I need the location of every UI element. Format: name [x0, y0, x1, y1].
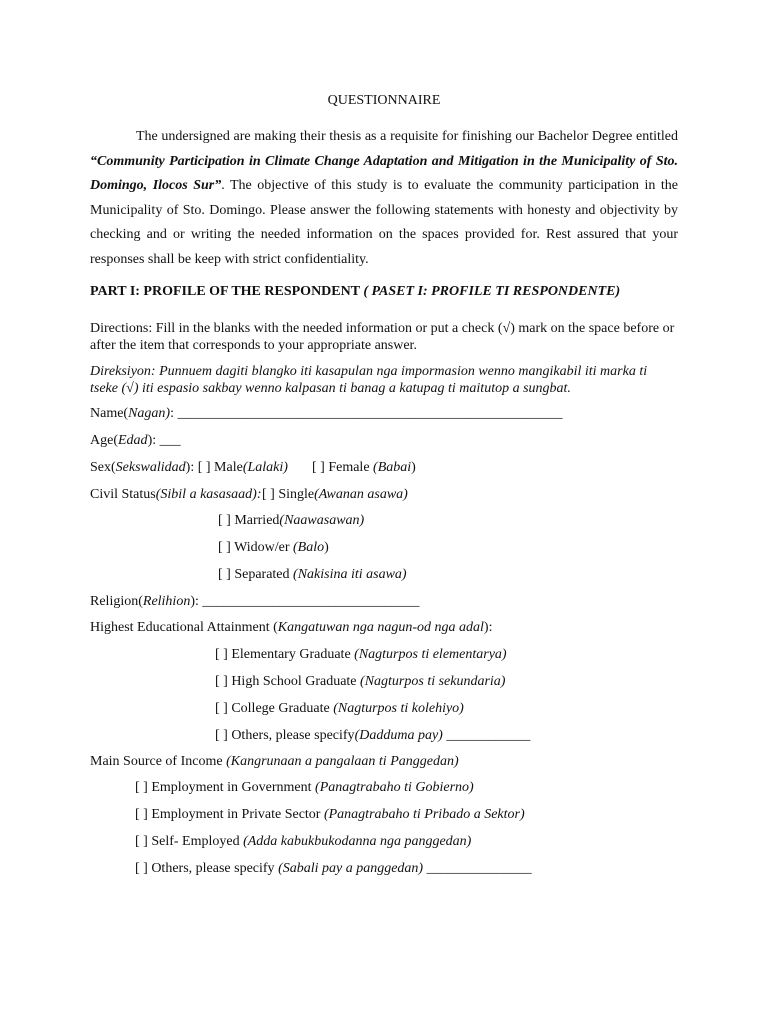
sex-option-male[interactable]	[198, 460, 288, 475]
sex-row	[90, 460, 288, 476]
age-label-il: Edad	[118, 433, 148, 448]
education-row	[90, 620, 492, 636]
income-option-private[interactable]	[135, 807, 525, 823]
education-label: Highest Educational Attainment (	[90, 620, 278, 635]
sex-option-female[interactable]	[312, 460, 416, 476]
religion-close: ):	[190, 594, 203, 609]
education-option-elementary[interactable]	[215, 647, 507, 663]
income-label-il: (Kangrunaan a pangalaan ti Panggedan)	[226, 754, 459, 769]
option-label-il: (Nagturpos ti kolehiyo)	[333, 701, 464, 716]
part-heading	[90, 284, 620, 300]
civil-option-separated[interactable]	[218, 567, 407, 583]
option-label: [ ] High School Graduate	[215, 674, 361, 689]
option-label-il: (Nakisina iti asawa)	[293, 567, 407, 582]
name-field[interactable]: _______________________________________________________	[177, 406, 563, 421]
female-checkbox-label: [ ] Female	[312, 460, 374, 475]
option-label-il: (Awanan asawa)	[314, 487, 408, 502]
option-label: [ ] Others, please specify	[215, 728, 355, 743]
education-option-highschool[interactable]	[215, 674, 505, 690]
option-close: )	[324, 540, 329, 555]
option-label-il: (Nagturpos ti elementarya)	[354, 647, 507, 662]
income-others-field[interactable]: _______________	[423, 861, 532, 876]
age-label: Age(	[90, 433, 118, 448]
option-label: [ ] Elementary Graduate	[215, 647, 355, 662]
civil-status-label-il: (Sibil a kasasaad):	[155, 487, 262, 502]
option-label: [ ] College Graduate	[215, 701, 334, 716]
part-heading-en: PART I: PROFILE OF THE RESPONDENT	[90, 284, 364, 299]
sex-label: Sex(	[90, 460, 116, 475]
page-title: QUESTIONNAIRE	[327, 93, 441, 108]
option-label-il: (Adda kabukbukodanna nga panggedan)	[243, 834, 472, 849]
education-close: ):	[483, 620, 493, 635]
option-label: [ ] Married	[218, 513, 280, 528]
income-label: Main Source of Income	[90, 754, 227, 769]
civil-status-label: Civil Status	[90, 487, 156, 502]
option-label: [ ] Employment in Government	[135, 780, 316, 795]
option-label-il: (Dadduma pay)	[354, 728, 443, 743]
male-label-il: (Lalaki)	[242, 460, 288, 475]
education-option-college[interactable]	[215, 701, 464, 717]
sex-close: ):	[185, 460, 198, 475]
age-field[interactable]: ___	[159, 433, 181, 448]
income-option-government[interactable]	[135, 780, 474, 796]
religion-field[interactable]: _______________________________	[202, 594, 420, 609]
name-label-il: Nagan)	[128, 406, 171, 421]
education-others-field[interactable]: ____________	[442, 728, 531, 743]
civil-option-widow[interactable]	[218, 540, 329, 556]
part-heading-il: ( PASET I: PROFILE TI RESPONDENTE)	[363, 284, 621, 299]
civil-option-married[interactable]	[218, 513, 364, 529]
religion-label-il: Relihion	[142, 594, 191, 609]
directions-en: Directions: Fill in the blanks with the needed information or put a check (√) mark on the space before or after the item that corresponds to your appropriate answer.	[90, 321, 675, 353]
intro-text-2: . The objective of this study is to evaluate the community participation in the Municipality of Sto. Domingo. Please answer the following statements with honesty and objectivity by checking and or writing the needed information on the spaces provided for. Rest assured that your responses shall be keep with strict confidentiality.	[90, 178, 678, 267]
religion-row	[90, 594, 419, 610]
age-row	[90, 433, 181, 449]
intro-paragraph	[90, 125, 678, 273]
option-label-il: (Sabali pay a panggedan)	[278, 861, 424, 876]
name-colon: :	[170, 406, 178, 421]
female-close: )	[411, 460, 416, 475]
option-label: [ ] Employment in Private Sector	[135, 807, 324, 822]
income-option-others[interactable]	[135, 861, 532, 877]
option-label: [ ] Separated	[218, 567, 294, 582]
education-option-others[interactable]	[215, 728, 530, 744]
civil-status-row	[90, 487, 262, 503]
name-row	[90, 406, 562, 422]
option-label-il: (Panagtrabaho ti Gobierno)	[315, 780, 474, 795]
thesis-title: “Community Participation in Climate Change Adaptation and Mitigation in the Municipality of Sto. Domingo, Ilocos Sur”	[90, 153, 678, 194]
option-label: [ ] Widow/er	[218, 540, 293, 555]
option-label: [ ] Self- Employed	[135, 834, 244, 849]
option-label: [ ] Others, please specify	[135, 861, 279, 876]
option-label-il: (Naawasawan)	[279, 513, 365, 528]
intro-text-1: The undersigned are making their thesis as a requisite for finishing our Bachelor Degree entitled	[136, 129, 678, 144]
age-close: ):	[147, 433, 160, 448]
female-label-il: (Babai	[373, 460, 412, 475]
option-label-il: (Panagtrabaho ti Pribado a Sektor)	[323, 807, 525, 822]
option-label-il: (Balo	[293, 540, 325, 555]
civil-option-single[interactable]	[262, 487, 408, 503]
male-checkbox-label: [ ] Male	[197, 460, 243, 475]
option-label-il: (Nagturpos ti sekundaria)	[360, 674, 506, 689]
education-label-il: Kangatuwan nga nagun-od nga adal	[277, 620, 484, 635]
name-label: Name(	[90, 406, 129, 421]
income-option-self-employed[interactable]	[135, 834, 471, 850]
option-label: [ ] Single	[262, 487, 315, 502]
religion-label: Religion(	[90, 594, 143, 609]
directions-il: Direksiyon: Punnuem dagiti blangko iti kasapulan nga impormasion wenno mangikabil iti marka ti tseke (√) iti espasio sakbay wenno kalpasan ti banag a katupag ti maitutop a sungbat.	[90, 364, 648, 396]
sex-label-il: Sekswalidad	[115, 460, 186, 475]
income-row	[90, 754, 459, 770]
